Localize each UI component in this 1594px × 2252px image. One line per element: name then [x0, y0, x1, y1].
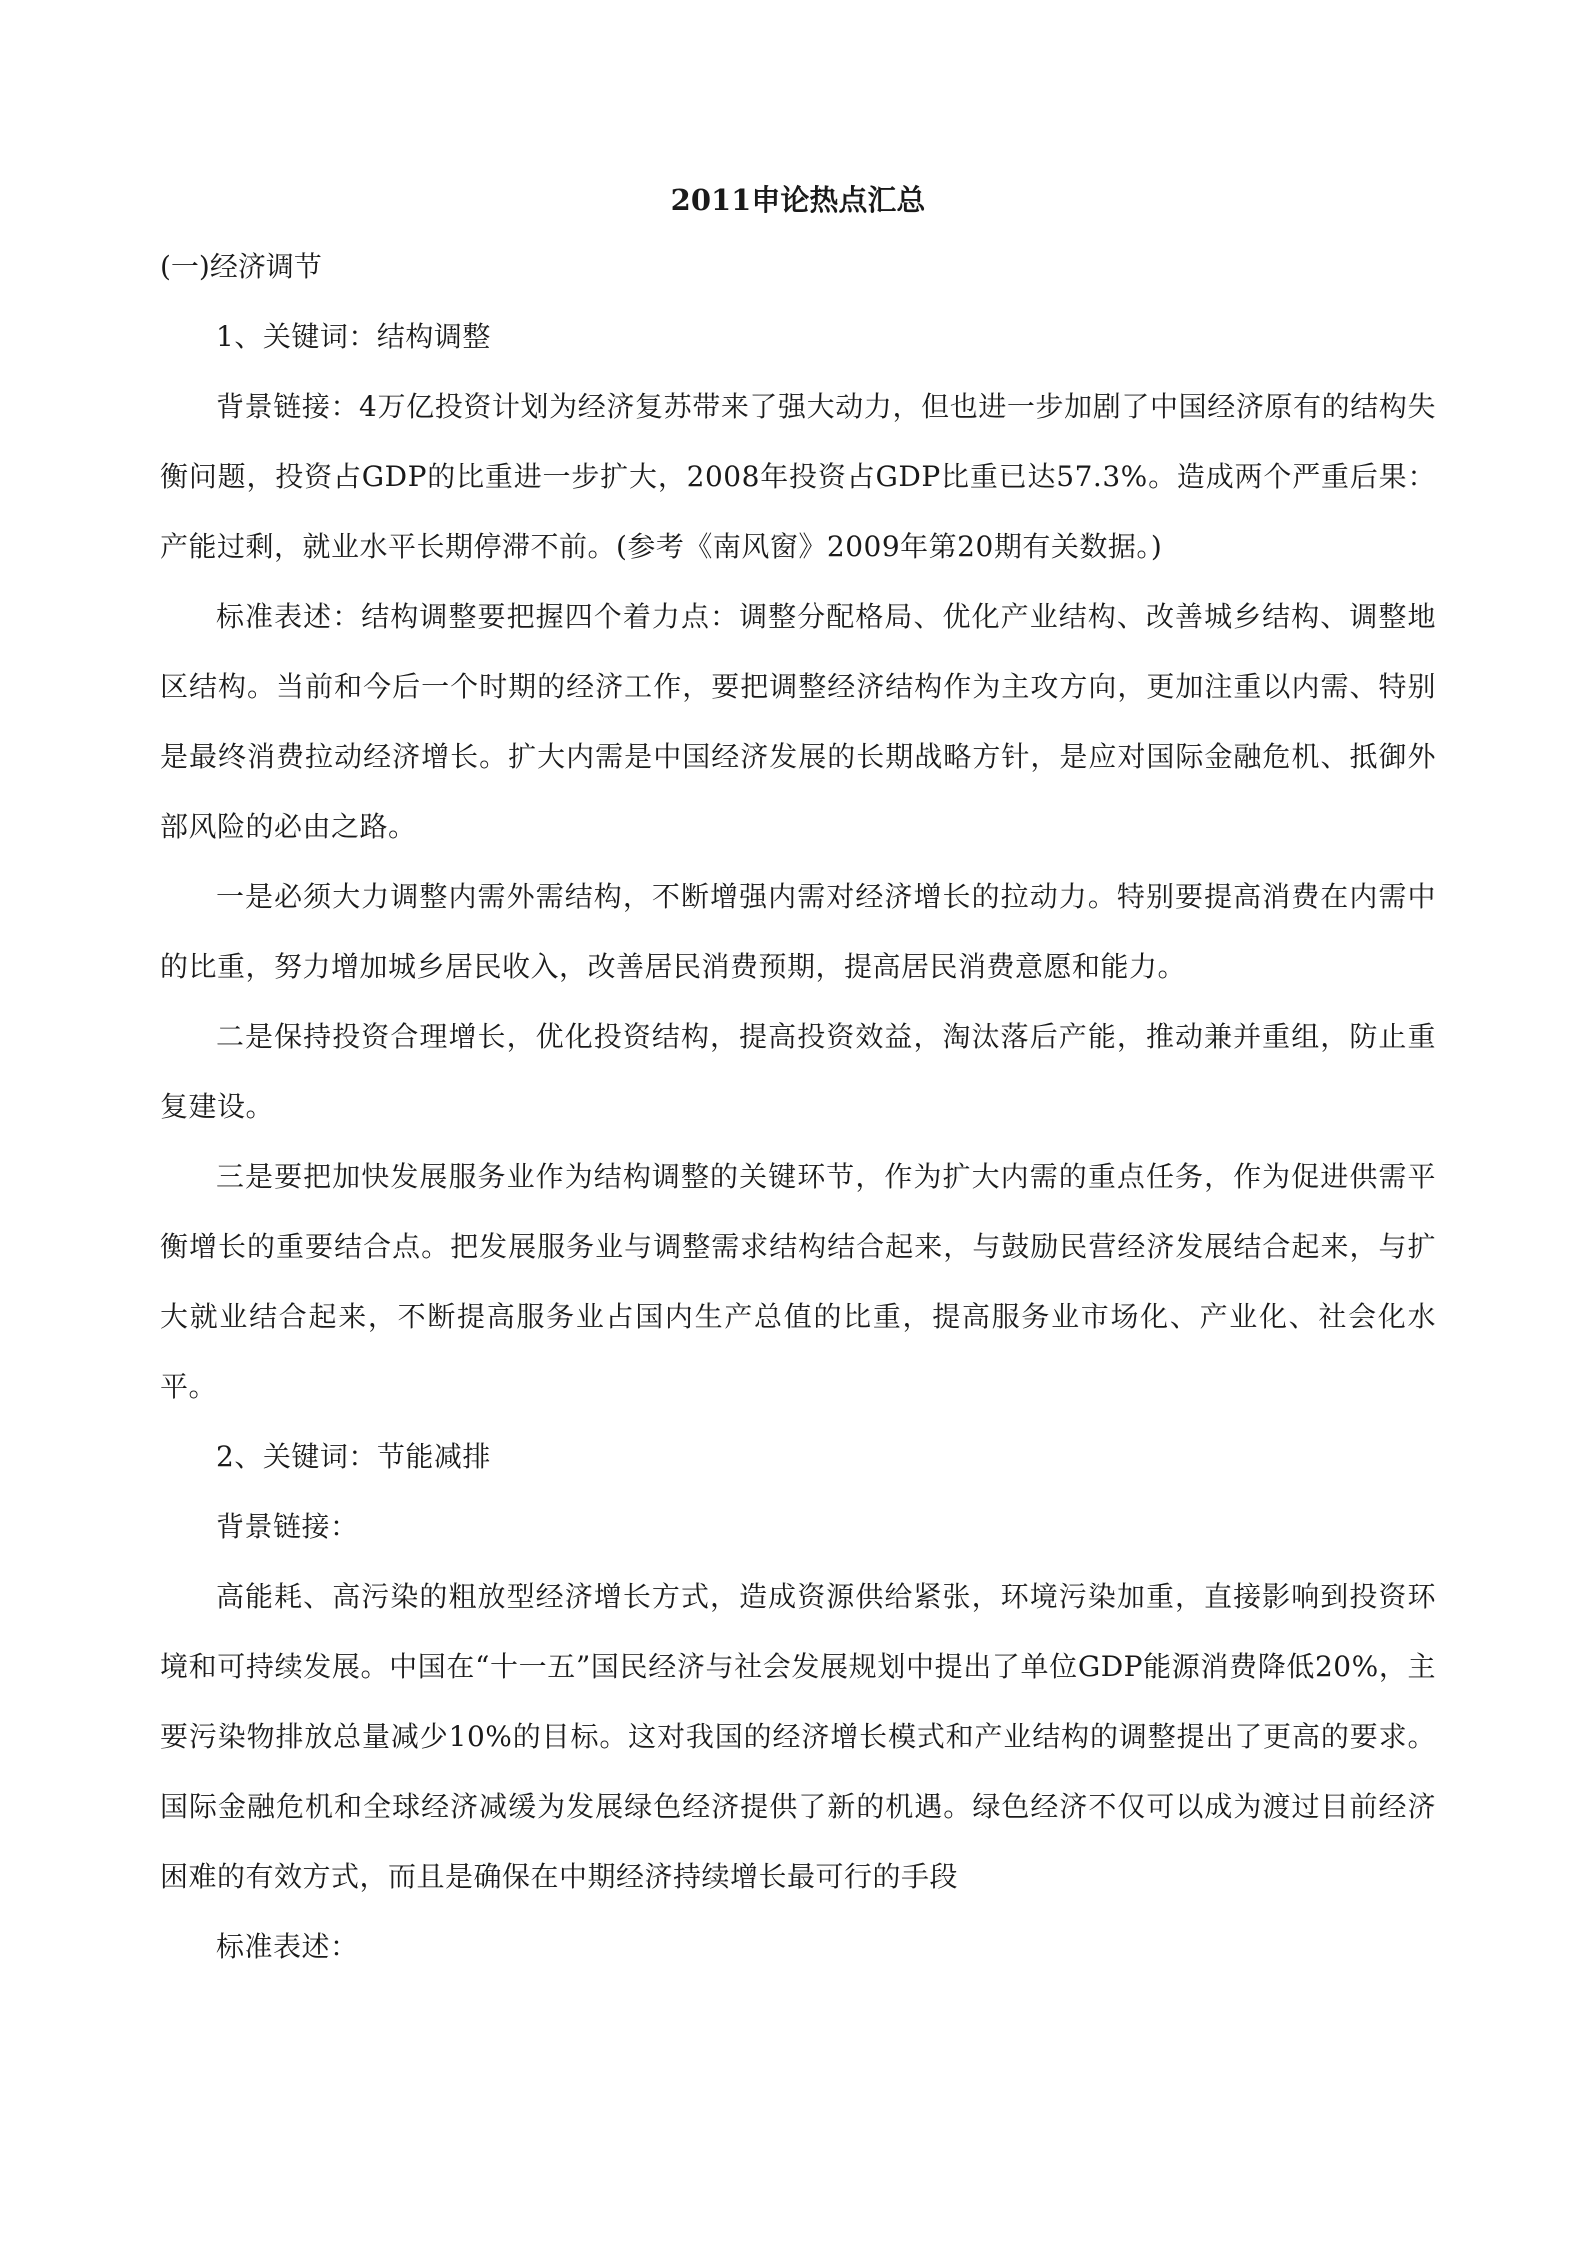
- standard-statement-label-2: 标准表述：: [216, 1930, 359, 1963]
- background-paragraph-1: 背景链接：4万亿投资计划为经济复苏带来了强大动力，但也进一步加剧了中国经济原有的结构失衡问题，投资占GDP的比重进一步扩大，2008年投资占GDP比重已达57.3%。造成两个严重后果：产能过剩，就业水平长期停滞不前。(参考《南风窗》2009年第20期有关数据。): [160, 390, 1436, 563]
- point-one-paragraph: 一是必须大力调整内需外需结构，不断增强内需对经济增长的拉动力。特别要提高消费在内需中的比重，努力增加城乡居民收入，改善居民消费预期，提高居民消费意愿和能力。: [160, 880, 1436, 983]
- point-three-paragraph: 三是要把加快发展服务业作为结构调整的关键环节，作为扩大内需的重点任务，作为促进供需平衡增长的重要结合点。把发展服务业与调整需求结构结合起来，与鼓励民营经济发展结合起来，与扩大就业结合起来，不断提高服务业占国内生产总值的比重，提高服务业市场化、产业化、社会化水平。: [160, 1160, 1436, 1403]
- keyword-heading-1: 1、关键词：结构调整: [216, 320, 491, 353]
- document-title: 2011申论热点汇总: [670, 183, 926, 217]
- keyword-heading-2: 2、关键词：节能减排: [216, 1440, 491, 1473]
- background-label-2: 背景链接：: [216, 1510, 359, 1543]
- background-paragraph-2: 高能耗、高污染的粗放型经济增长方式，造成资源供给紧张，环境污染加重，直接影响到投资环境和可持续发展。中国在“十一五”国民经济与社会发展规划中提出了单位GDP能源消费降低20%，主要污染物排放总量减少10%的目标。这对我国的经济增长模式和产业结构的调整提出了更高的要求。国际金融危机和全球经济减缓为发展绿色经济提供了新的机遇。绿色经济不仅可以成为渡过目前经济困难的有效方式，而且是确保在中期经济持续增长最可行的手段: [160, 1580, 1436, 1893]
- point-two-paragraph: 二是保持投资合理增长，优化投资结构，提高投资效益，淘汰落后产能，推动兼并重组，防止重复建设。: [160, 1020, 1436, 1123]
- standard-statement-paragraph-1: 标准表述：结构调整要把握四个着力点：调整分配格局、优化产业结构、改善城乡结构、调整地区结构。当前和今后一个时期的经济工作，要把调整经济结构作为主攻方向，更加注重以内需、特别是最终消费拉动经济增长。扩大内需是中国经济发展的长期战略方针，是应对国际金融危机、抵御外部风险的必由之路。: [160, 600, 1436, 843]
- document-body: [160, 168, 1436, 1982]
- section-heading: (一)经济调节: [160, 250, 322, 283]
